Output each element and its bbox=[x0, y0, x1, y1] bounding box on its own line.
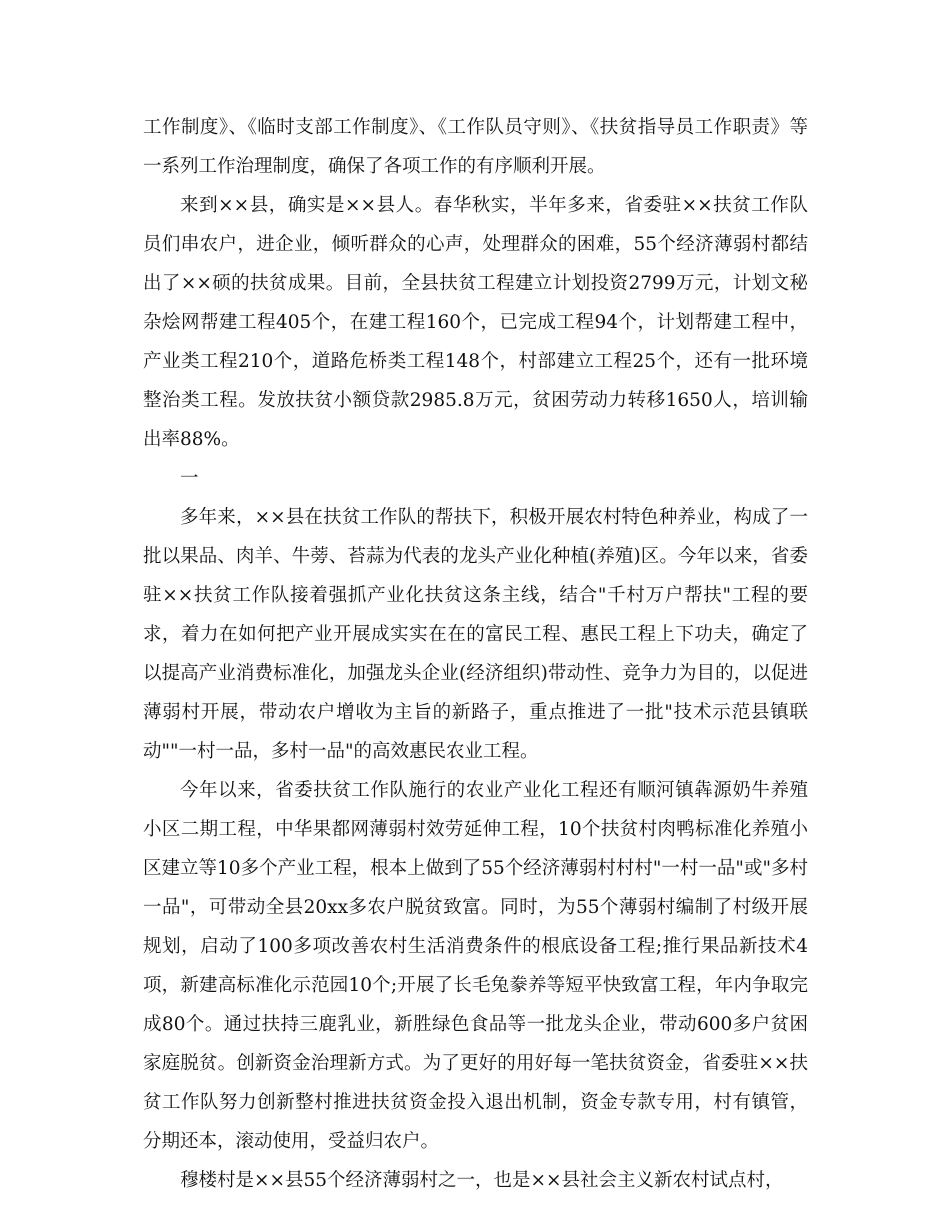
paragraph-continuation: 工作制度》、《临时支部工作制度》、《工作队员守则》、《扶贫指导员工作职责》等一系列工作治理制度，确保了各项工作的有序顺利开展。 bbox=[143, 117, 808, 177]
document-body bbox=[143, 108, 808, 1200]
paragraph-section-marker: 一 bbox=[180, 468, 199, 489]
paragraph-industrialization-projects: 今年以来，省委扶贫工作队施行的农业产业化工程还有顺河镇犇源奶牛养殖小区二期工程，中华果都网薄弱村效劳延伸工程，10个扶贫村肉鸭标准化养殖小区建立等10多个产业工程，根本上做到了55个经济薄弱村村村"一村一品"或"多村一品"，可带动全县20xx多农户脱贫致富。同时，为55个薄弱村编制了村级开展规划，启动了100多项改善农村生活消费条件的根底设备工程;推行果品新技术4项，新建高标准化示范园10个;开展了长毛兔豢养等短平快致富工程，年内争取完成80个。通过扶持三鹿乳业，新胜绿色食品等一批龙头企业，带动600多户贫困家庭脱贫。创新资金治理新方式。为了更好的用好每一笔扶贫资金，省委驻××扶贫工作队努力创新整村推进扶贫资金投入退出机制，资金专款专用，村有镇管，分期还本，滚动使用，受益归农户。 bbox=[143, 780, 808, 1152]
paragraph-mulou-village: 穆楼村是××县55个经济薄弱村之一，也是××县社会主义新农村试点村， bbox=[180, 1170, 784, 1191]
paragraph-industry-development: 多年来，××县在扶贫工作队的帮扶下，积极开展农村特色种养业，构成了一批以果品、肉羊、牛蒡、苔蒜为代表的龙头产业化种植(养殖)区。今年以来，省委驻××扶贫工作队接着强抓产业化扶贫这条主线，结合"千村万户帮扶"工程的要求，着力在如何把产业开展成实实在在的富民工程、惠民工程上下功夫，确定了以提高产业消费标准化，加强龙头企业(经济组织)带动性、竞争力为目的，以促进薄弱村开展，带动农户增收为主旨的新路子，重点推进了一批"技术示范县镇联动""一村一品，多村一品"的高效惠民农业工程。 bbox=[143, 507, 808, 762]
paragraph-county-results: 来到××县，确实是××县人。春华秋实，半年多来，省委驻××扶贫工作队员们串农户，进企业，倾听群众的心声，处理群众的困难，55个经济薄弱村都结出了××硕的扶贫成果。目前，全县扶贫工程建立计划投资2799万元，计划文秘杂烩网帮建工程405个，在建工程160个，已完成工程94个，计划帮建工程中，产业类工程210个，道路危桥类工程148个，村部建立工程25个，还有一批环境整治类工程。发放扶贫小额贷款2985.8万元，贫困劳动力转移1650人，培训输出率88%。 bbox=[143, 195, 808, 450]
